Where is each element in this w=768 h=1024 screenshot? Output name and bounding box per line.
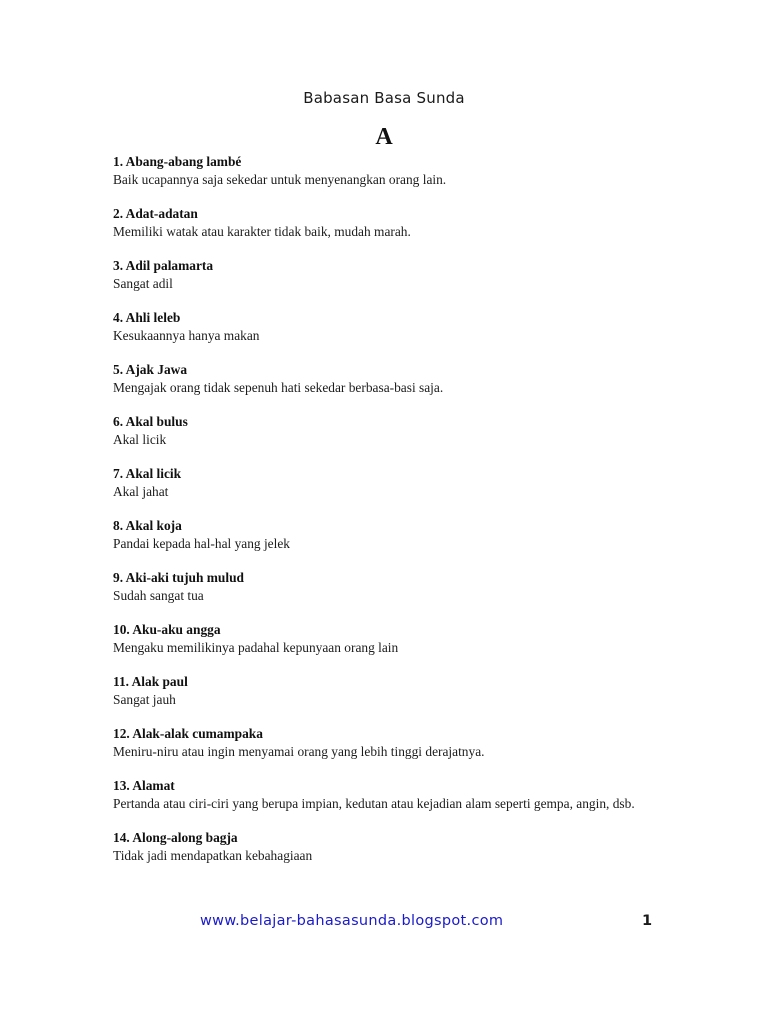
entry-term: 10. Aku-aku angga: [113, 622, 221, 637]
entry-term: 7. Akal licik: [113, 466, 182, 481]
entry-meaning: Sangat adil: [113, 275, 173, 291]
entry-meaning: Sangat jauh: [113, 691, 176, 707]
entry-item: [113, 257, 653, 292]
entry-meaning: Pertanda atau ciri-ciri yang berupa impian, kedutan atau kejadian alam seperti gempa, angin, dsb.: [113, 795, 635, 811]
page-title: Babasan Basa Sunda: [303, 89, 465, 107]
entry-term: 3. Adil palamarta: [113, 258, 214, 273]
entry-meaning: Kesukaannya hanya makan: [113, 327, 260, 343]
entry-item: [113, 517, 653, 552]
page-number: 1: [642, 913, 653, 929]
entry-item: [113, 621, 653, 656]
entry-meaning: Sudah sangat tua: [113, 587, 204, 603]
entry-item: [113, 569, 653, 604]
entry-meaning: Memiliki watak atau karakter tidak baik, mudah marah.: [113, 223, 411, 239]
entry-item: [113, 465, 653, 500]
entry-term: 12. Alak-alak cumampaka: [113, 726, 263, 741]
entry-item: [113, 777, 653, 812]
entry-term: 6. Akal bulus: [113, 414, 188, 429]
entry-term: 2. Adat-adatan: [113, 206, 198, 221]
entry-term: 13. Alamat: [113, 778, 175, 793]
entry-term: 4. Ahli leleb: [113, 310, 181, 325]
entry-meaning: Pandai kepada hal-hal yang jelek: [113, 535, 290, 551]
entry-item: [113, 673, 653, 708]
entry-meaning: Meniru-niru atau ingin menyamai orang yang lebih tinggi derajatnya.: [113, 743, 485, 759]
entry-term: 8. Akal koja: [113, 518, 182, 533]
entry-term: 5. Ajak Jawa: [113, 362, 188, 377]
entry-item: [113, 725, 653, 760]
entry-item: [113, 361, 653, 396]
entry-term: 14. Along-along bagja: [113, 830, 238, 845]
entry-item: [113, 205, 653, 240]
section-letter: A: [375, 124, 393, 150]
entry-term: 1. Abang-abang lambé: [113, 154, 242, 169]
entry-term: 11. Alak paul: [113, 674, 188, 689]
entry-item: [113, 413, 653, 448]
entry-meaning: Akal jahat: [113, 483, 169, 499]
entry-term: 9. Aki-aki tujuh mulud: [113, 570, 244, 585]
footer-website-link[interactable]: www.belajar-bahasasunda.blogspot.com: [200, 913, 504, 929]
entry-meaning: Akal licik: [113, 431, 167, 447]
entry-meaning: Baik ucapannya saja sekedar untuk menyenangkan orang lain.: [113, 171, 447, 187]
entry-meaning: Mengaku memilikinya padahal kepunyaan orang lain: [113, 639, 399, 655]
entry-list: [113, 153, 653, 881]
entry-item: [113, 829, 653, 864]
entry-item: [113, 153, 653, 188]
entry-meaning: Tidak jadi mendapatkan kebahagiaan: [113, 847, 313, 863]
entry-item: [113, 309, 653, 344]
entry-meaning: Mengajak orang tidak sepenuh hati sekedar berbasa-basi saja.: [113, 379, 444, 395]
